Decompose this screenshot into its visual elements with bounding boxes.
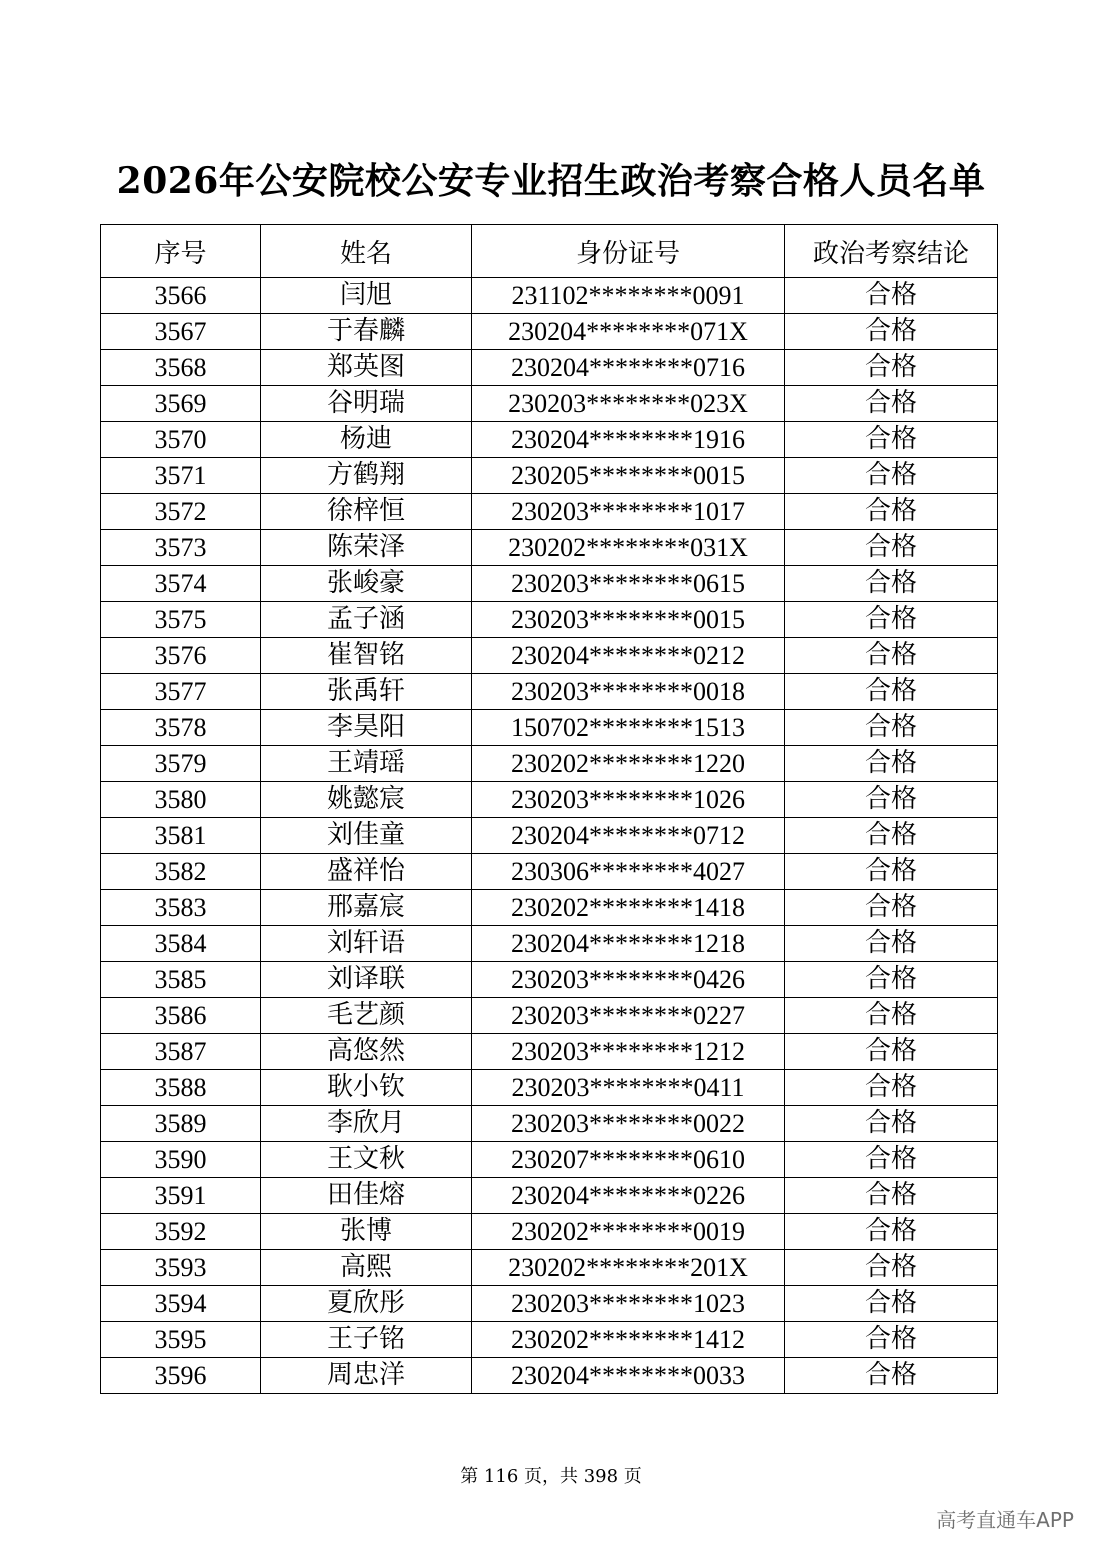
cell-id-number: 230202********1220	[472, 746, 785, 782]
cell-conclusion: 合格	[785, 530, 998, 566]
table-header-row	[101, 225, 998, 278]
table-row	[101, 998, 998, 1034]
cell-name: 田佳熔	[261, 1178, 472, 1214]
cell-name: 张禹轩	[261, 674, 472, 710]
cell-id-number: 230204********1218	[472, 926, 785, 962]
cell-conclusion: 合格	[785, 746, 998, 782]
cell-conclusion: 合格	[785, 1106, 998, 1142]
cell-id-number: 230306********4027	[472, 854, 785, 890]
cell-name: 闫旭	[261, 278, 472, 314]
cell-seq: 3584	[101, 926, 261, 962]
cell-seq: 3578	[101, 710, 261, 746]
table-row	[101, 1178, 998, 1214]
cell-name: 刘译联	[261, 962, 472, 998]
cell-conclusion: 合格	[785, 890, 998, 926]
cell-seq: 3588	[101, 1070, 261, 1106]
cell-seq: 3591	[101, 1178, 261, 1214]
page-title: 2026年公安院校公安专业招生政治考察合格人员名单	[116, 160, 986, 202]
cell-seq: 3566	[101, 278, 261, 314]
cell-id-number: 230202********201X	[472, 1250, 785, 1286]
cell-id-number: 230203********0015	[472, 602, 785, 638]
table-row	[101, 1106, 998, 1142]
cell-name: 方鹤翔	[261, 458, 472, 494]
cell-id-number: 230203********0426	[472, 962, 785, 998]
cell-seq: 3595	[101, 1322, 261, 1358]
header-conclusion: 政治考察结论	[785, 225, 998, 278]
watermark: 高考直通车APP	[936, 1508, 1074, 1532]
cell-id-number: 230203********0018	[472, 674, 785, 710]
table-row	[101, 1034, 998, 1070]
cell-id-number: 230203********0022	[472, 1106, 785, 1142]
cell-seq: 3572	[101, 494, 261, 530]
table-row	[101, 458, 998, 494]
cell-name: 徐梓恒	[261, 494, 472, 530]
cell-seq: 3589	[101, 1106, 261, 1142]
cell-name: 姚懿宸	[261, 782, 472, 818]
cell-name: 谷明瑞	[261, 386, 472, 422]
cell-conclusion: 合格	[785, 1286, 998, 1322]
cell-id-number: 230203********0227	[472, 998, 785, 1034]
cell-seq: 3587	[101, 1034, 261, 1070]
cell-conclusion: 合格	[785, 638, 998, 674]
cell-conclusion: 合格	[785, 1250, 998, 1286]
cell-conclusion: 合格	[785, 854, 998, 890]
table-row	[101, 746, 998, 782]
cell-conclusion: 合格	[785, 710, 998, 746]
cell-seq: 3580	[101, 782, 261, 818]
cell-seq: 3571	[101, 458, 261, 494]
table-row	[101, 1358, 998, 1394]
table-row	[101, 422, 998, 458]
cell-id-number: 230204********1916	[472, 422, 785, 458]
cell-id-number: 230205********0015	[472, 458, 785, 494]
cell-name: 孟子涵	[261, 602, 472, 638]
table-row	[101, 314, 998, 350]
cell-id-number: 150702********1513	[472, 710, 785, 746]
cell-id-number: 230203********0615	[472, 566, 785, 602]
cell-conclusion: 合格	[785, 1178, 998, 1214]
cell-id-number: 230203********1017	[472, 494, 785, 530]
cell-conclusion: 合格	[785, 278, 998, 314]
cell-seq: 3581	[101, 818, 261, 854]
cell-conclusion: 合格	[785, 1214, 998, 1250]
cell-name: 耿小钦	[261, 1070, 472, 1106]
cell-id-number: 230202********1418	[472, 890, 785, 926]
cell-name: 王靖瑶	[261, 746, 472, 782]
table-row	[101, 854, 998, 890]
roster-table	[100, 224, 998, 1394]
cell-id-number: 230203********1026	[472, 782, 785, 818]
table-row	[101, 782, 998, 818]
cell-id-number: 230204********0716	[472, 350, 785, 386]
cell-name: 王文秋	[261, 1142, 472, 1178]
cell-conclusion: 合格	[785, 818, 998, 854]
table-row	[101, 602, 998, 638]
cell-seq: 3575	[101, 602, 261, 638]
cell-name: 刘轩语	[261, 926, 472, 962]
cell-name: 盛祥怡	[261, 854, 472, 890]
cell-seq: 3579	[101, 746, 261, 782]
cell-seq: 3586	[101, 998, 261, 1034]
header-id-number: 身份证号	[472, 225, 785, 278]
cell-conclusion: 合格	[785, 1034, 998, 1070]
table-row	[101, 530, 998, 566]
cell-conclusion: 合格	[785, 998, 998, 1034]
cell-seq: 3596	[101, 1358, 261, 1394]
cell-name: 陈荣泽	[261, 530, 472, 566]
cell-id-number: 230207********0610	[472, 1142, 785, 1178]
cell-seq: 3590	[101, 1142, 261, 1178]
cell-seq: 3573	[101, 530, 261, 566]
cell-id-number: 230202********1412	[472, 1322, 785, 1358]
cell-name: 周忠洋	[261, 1358, 472, 1394]
cell-seq: 3594	[101, 1286, 261, 1322]
cell-conclusion: 合格	[785, 566, 998, 602]
cell-id-number: 230203********023X	[472, 386, 785, 422]
table-row	[101, 1070, 998, 1106]
page-footer: 第 116 页，共 398 页	[460, 1466, 642, 1487]
table-row	[101, 890, 998, 926]
cell-id-number: 230203********1212	[472, 1034, 785, 1070]
cell-name: 高悠然	[261, 1034, 472, 1070]
cell-id-number: 230202********0019	[472, 1214, 785, 1250]
cell-name: 崔智铭	[261, 638, 472, 674]
table-row	[101, 962, 998, 998]
cell-seq: 3592	[101, 1214, 261, 1250]
cell-seq: 3582	[101, 854, 261, 890]
table-row	[101, 1214, 998, 1250]
cell-seq: 3568	[101, 350, 261, 386]
cell-conclusion: 合格	[785, 422, 998, 458]
cell-name: 李昊阳	[261, 710, 472, 746]
cell-id-number: 230204********0712	[472, 818, 785, 854]
cell-id-number: 230204********0226	[472, 1178, 785, 1214]
cell-conclusion: 合格	[785, 314, 998, 350]
cell-name: 夏欣彤	[261, 1286, 472, 1322]
cell-seq: 3583	[101, 890, 261, 926]
table-row	[101, 1142, 998, 1178]
cell-seq: 3576	[101, 638, 261, 674]
table-row	[101, 674, 998, 710]
cell-conclusion: 合格	[785, 926, 998, 962]
cell-conclusion: 合格	[785, 674, 998, 710]
table-row	[101, 278, 998, 314]
table-row	[101, 818, 998, 854]
cell-name: 邢嘉宸	[261, 890, 472, 926]
cell-seq: 3570	[101, 422, 261, 458]
cell-name: 郑英图	[261, 350, 472, 386]
cell-name: 张博	[261, 1214, 472, 1250]
table-row	[101, 494, 998, 530]
cell-seq: 3567	[101, 314, 261, 350]
cell-name: 高熙	[261, 1250, 472, 1286]
cell-conclusion: 合格	[785, 782, 998, 818]
cell-conclusion: 合格	[785, 386, 998, 422]
cell-name: 王子铭	[261, 1322, 472, 1358]
cell-name: 刘佳童	[261, 818, 472, 854]
cell-id-number: 230204********0033	[472, 1358, 785, 1394]
cell-conclusion: 合格	[785, 494, 998, 530]
header-seq: 序号	[101, 225, 261, 278]
table-row	[101, 566, 998, 602]
table-row	[101, 386, 998, 422]
cell-conclusion: 合格	[785, 458, 998, 494]
table-row	[101, 1286, 998, 1322]
cell-seq: 3569	[101, 386, 261, 422]
cell-name: 杨迪	[261, 422, 472, 458]
cell-conclusion: 合格	[785, 1070, 998, 1106]
table-row	[101, 1322, 998, 1358]
cell-conclusion: 合格	[785, 1322, 998, 1358]
table-row	[101, 350, 998, 386]
cell-seq: 3593	[101, 1250, 261, 1286]
cell-conclusion: 合格	[785, 350, 998, 386]
cell-seq: 3585	[101, 962, 261, 998]
table-row	[101, 1250, 998, 1286]
header-name: 姓名	[261, 225, 472, 278]
table-row	[101, 926, 998, 962]
cell-name: 毛艺颜	[261, 998, 472, 1034]
cell-id-number: 230204********071X	[472, 314, 785, 350]
table-row	[101, 638, 998, 674]
cell-conclusion: 合格	[785, 1142, 998, 1178]
cell-id-number: 230203********1023	[472, 1286, 785, 1322]
cell-conclusion: 合格	[785, 602, 998, 638]
cell-id-number: 230204********0212	[472, 638, 785, 674]
cell-name: 于春麟	[261, 314, 472, 350]
cell-seq: 3574	[101, 566, 261, 602]
table-row	[101, 710, 998, 746]
cell-id-number: 231102********0091	[472, 278, 785, 314]
cell-seq: 3577	[101, 674, 261, 710]
cell-name: 张峻豪	[261, 566, 472, 602]
cell-id-number: 230203********0411	[472, 1070, 785, 1106]
table-body	[101, 278, 998, 1394]
cell-conclusion: 合格	[785, 962, 998, 998]
cell-id-number: 230202********031X	[472, 530, 785, 566]
cell-name: 李欣月	[261, 1106, 472, 1142]
cell-conclusion: 合格	[785, 1358, 998, 1394]
